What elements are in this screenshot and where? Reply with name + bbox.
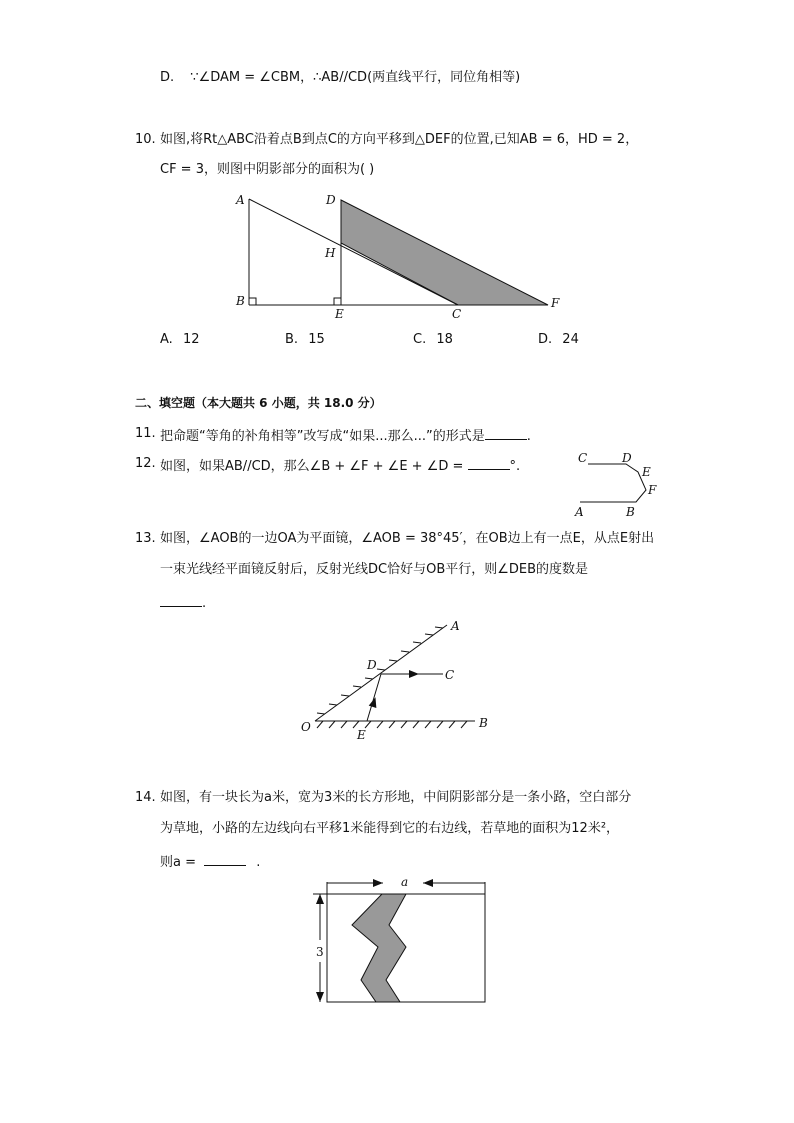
q13-mirror-oa (315, 625, 447, 721)
q10-line1: 如图,将Rt△ABC沿着点B到点C的方向平移到△DEF的位置,已知AB = 6，HD = 2， (160, 132, 639, 147)
q12-figure (570, 448, 670, 520)
q11-number: 11. (135, 426, 156, 441)
q13-number: 13. (135, 531, 156, 546)
q10-label-b: B (236, 294, 245, 308)
q10-option-d (538, 331, 579, 349)
q13-label-d: D (367, 658, 377, 672)
q12-line (160, 455, 520, 476)
q14-answer-blank[interactable] (204, 851, 246, 866)
q13-figure (295, 615, 500, 745)
q11-end: . (526, 429, 531, 444)
q14-dim-arrow-left (373, 879, 383, 887)
q12-path (580, 464, 646, 502)
q12-label-d: D (622, 451, 632, 465)
q10-label-a: A (236, 193, 245, 207)
q14-label-3: 3 (316, 945, 324, 959)
q12-label-e: E (642, 465, 651, 479)
q10-option-b-val: 15 (308, 332, 325, 347)
q10-right-angle-e (334, 298, 341, 305)
q13-label-a: A (451, 619, 460, 633)
q14-number: 14. (135, 790, 156, 805)
q10-option-c (413, 331, 453, 349)
q13-line2: 一束光线经平面镜反射后，反射光线DC恰好与OB平行，则∠DEB的度数是 (160, 562, 589, 577)
q10-label-d: D (326, 193, 336, 207)
q13-arrow-dc (409, 670, 419, 678)
q14-end: . (256, 855, 261, 870)
q9-option-d (160, 69, 520, 87)
q13-line1: 如图，∠AOB的一边OA为平面镜，∠AOB = 38°45′，在OB边上有一点E，从点E射出 (160, 531, 655, 546)
q12-label-b: B (626, 505, 635, 519)
q12-text: 如图，如果AB//CD，那么∠B + ∠F + ∠E + ∠D = (160, 459, 464, 474)
q12-label-c: C (578, 451, 588, 465)
q12-end: °. (509, 459, 521, 474)
q11-line (160, 425, 531, 446)
q10-line2: CF = 3，则图中阴影部分的面积为( ) (160, 162, 375, 177)
q10-option-a-val: 12 (182, 332, 200, 347)
q10-label-c: C (452, 307, 462, 321)
q10-option-c-val: 18 (436, 332, 453, 347)
q10-label-h: H (325, 246, 336, 260)
q14-side-arrow-top (316, 894, 324, 904)
q13-hatch-ob (317, 721, 467, 728)
q10-label-e: E (335, 307, 344, 321)
q9-option-d-text: ∵∠DAM = ∠CBM，∴AB//CD(两直线平行，同位角相等) (190, 70, 521, 85)
q10-figure (230, 188, 570, 323)
q12-label-a: A (575, 505, 584, 519)
q13-hatch-oa (317, 627, 443, 714)
q11-text: 把命题“等角的补角相等”改写成“如果...那么...”的形式是 (160, 429, 485, 444)
q14-line1: 如图，有一块长为a米，宽为3米的长方形地，中间阴影部分是一条小路，空白部分 (160, 790, 632, 805)
q12-label-f: F (648, 483, 657, 497)
q13-label-b: B (479, 716, 488, 730)
q10-label-f: F (551, 296, 560, 310)
q10-number: 10. (135, 132, 156, 147)
q14-dim-arrow-right (423, 879, 433, 887)
q14-label-a: a (401, 875, 409, 889)
q10-shaded-region (341, 200, 548, 305)
q11-answer-blank[interactable] (485, 425, 527, 440)
q13-line3 (160, 592, 206, 613)
q13-label-o: O (301, 720, 311, 734)
q12-answer-blank[interactable] (468, 455, 510, 470)
q14-figure (305, 872, 495, 1007)
section-2-title: 二、填空题（本大题共 6 小题，共 18.0 分） (135, 396, 382, 410)
q14-side-arrow-bottom (316, 992, 324, 1002)
q10-right-angle-b (249, 298, 256, 305)
q13-answer-blank[interactable] (160, 592, 202, 607)
q10-option-a-key: A. (160, 332, 173, 347)
q10-option-b-key: B. (285, 332, 299, 347)
q14-rectangle (327, 894, 485, 1002)
q14-line3-pre: 则a = (160, 855, 196, 870)
q10-option-d-key: D. (538, 332, 553, 347)
q13-label-c: C (445, 668, 455, 682)
q14-line3 (160, 851, 260, 872)
q14-line2: 为草地，小路的左边线向右平移1米能得到它的右边线，若草地的面积为12米²， (160, 821, 620, 836)
q10-option-b (285, 331, 325, 349)
q9-option-d-key: D. (160, 70, 175, 85)
q10-option-d-val: 24 (562, 332, 579, 347)
q12-number: 12. (135, 456, 156, 471)
q13-label-e: E (357, 728, 366, 742)
q13-end: . (202, 596, 207, 611)
q10-option-c-key: C. (413, 332, 427, 347)
q10-option-a (160, 331, 199, 349)
q14-shaded-path (352, 894, 406, 1002)
